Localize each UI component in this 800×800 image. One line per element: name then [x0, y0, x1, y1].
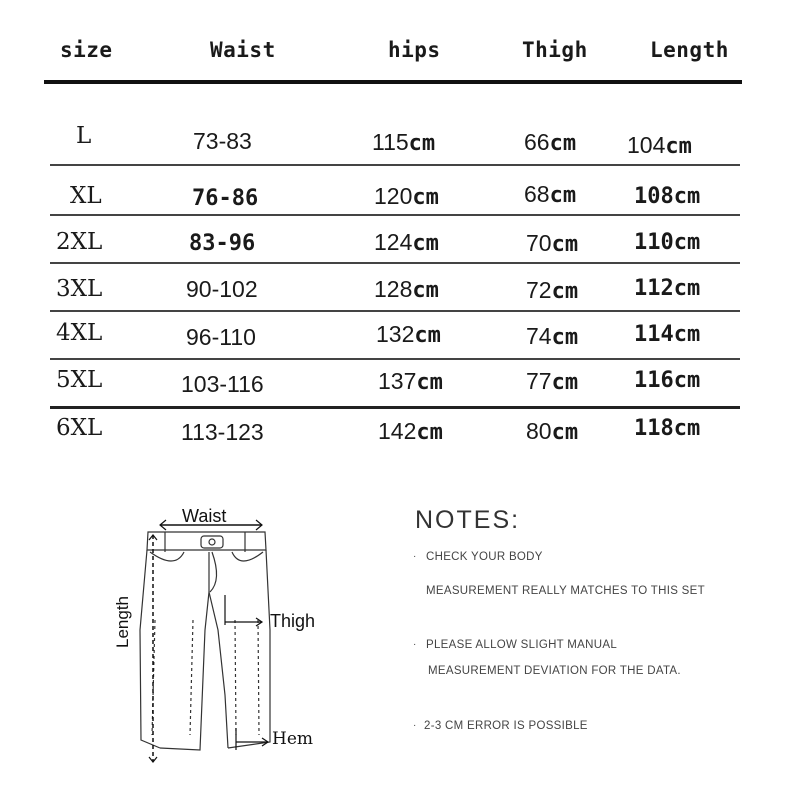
- thigh-cell: 74cm: [526, 323, 579, 350]
- note-line: CHECK YOUR BODY: [426, 551, 543, 563]
- waist-cell: 83-96: [189, 231, 256, 256]
- note-line: MEASUREMENT REALLY MATCHES TO THIS SET: [426, 585, 705, 597]
- length-cell: 114cm: [634, 322, 701, 347]
- note-line: PLEASE ALLOW SLIGHT MANUAL: [426, 639, 618, 651]
- hips-cell: 132cm: [376, 321, 441, 348]
- unit-label: cm: [551, 420, 579, 445]
- header-thigh: Thigh: [522, 38, 588, 62]
- size-cell: 5XL: [56, 367, 103, 393]
- length-cell: 110cm: [634, 230, 701, 255]
- length-label: Length: [113, 596, 132, 648]
- unit-label: cm: [673, 230, 701, 255]
- bullet-icon: ·: [413, 551, 417, 562]
- pants-illustration: [0, 480, 400, 800]
- unit-label: cm: [412, 185, 439, 210]
- unit-label: cm: [414, 323, 441, 348]
- unit-label: cm: [673, 322, 701, 347]
- row-divider: [50, 214, 740, 216]
- thigh-cell: 66cm: [524, 129, 577, 156]
- waist-cell: 76-86: [192, 186, 259, 211]
- hips-cell: 120cm: [374, 183, 439, 210]
- waist-label: Waist: [182, 506, 227, 526]
- unit-label: cm: [416, 420, 443, 445]
- length-cell: 112cm: [634, 276, 701, 301]
- row-divider: [50, 310, 740, 312]
- length-cell: 108cm: [634, 184, 701, 209]
- thigh-cell: 70cm: [526, 230, 579, 257]
- unit-label: cm: [408, 131, 436, 156]
- header-divider: [44, 80, 742, 84]
- unit-label: cm: [673, 276, 701, 301]
- row-divider: [50, 358, 740, 360]
- thigh-label: Thigh: [270, 611, 316, 631]
- unit-label: cm: [673, 368, 701, 393]
- unit-label: cm: [551, 370, 579, 395]
- thigh-cell: 77cm: [526, 368, 579, 395]
- length-cell: 104cm: [627, 132, 692, 159]
- unit-label: cm: [673, 416, 701, 441]
- waist-cell: 96-110: [186, 324, 256, 350]
- waist-cell: 113-123: [181, 419, 264, 445]
- waist-cell: 73-83: [193, 128, 252, 154]
- hips-cell: 142cm: [378, 418, 443, 445]
- pants-measurement-diagram: [0, 480, 400, 800]
- length-cell: 116cm: [634, 368, 701, 393]
- hips-cell: 128cm: [374, 276, 439, 303]
- unit-label: cm: [549, 131, 577, 156]
- unit-label: cm: [665, 134, 692, 159]
- note-line: 2-3 CM ERROR IS POSSIBLE: [424, 720, 588, 732]
- header-waist: Waist: [210, 38, 276, 62]
- header-size: size: [60, 38, 113, 62]
- row-divider: [50, 262, 740, 264]
- waist-cell: 103-116: [181, 371, 264, 397]
- thigh-cell: 72cm: [526, 277, 579, 304]
- hips-cell: 137cm: [378, 368, 443, 395]
- unit-label: cm: [412, 231, 439, 256]
- bullet-icon: ·: [413, 720, 417, 731]
- hem-label: Hem: [272, 729, 314, 749]
- size-cell: L: [76, 123, 92, 149]
- waist-cell: 90-102: [186, 276, 258, 302]
- unit-label: cm: [412, 278, 439, 303]
- note-line: MEASUREMENT DEVIATION FOR THE DATA.: [428, 665, 681, 677]
- size-cell: XL: [70, 183, 102, 209]
- thigh-cell: 68cm: [524, 181, 577, 208]
- header-hips: hips: [388, 38, 441, 62]
- hips-cell: 124cm: [374, 229, 439, 256]
- unit-label: cm: [551, 232, 579, 257]
- unit-label: cm: [673, 184, 701, 209]
- row-divider: [50, 164, 740, 166]
- length-cell: 118cm: [634, 416, 701, 441]
- bullet-icon: ·: [413, 639, 417, 650]
- size-cell: 4XL: [56, 320, 103, 346]
- unit-label: cm: [551, 279, 579, 304]
- row-divider: [50, 406, 740, 409]
- unit-label: cm: [549, 183, 577, 208]
- unit-label: cm: [416, 370, 443, 395]
- size-cell: 2XL: [56, 229, 103, 255]
- size-cell: 6XL: [56, 415, 103, 441]
- header-length: Length: [650, 38, 729, 62]
- thigh-cell: 80cm: [526, 418, 579, 445]
- unit-label: cm: [551, 325, 579, 350]
- hips-cell: 115cm: [372, 129, 436, 156]
- size-cell: 3XL: [56, 276, 103, 302]
- notes-title: NOTES:: [415, 506, 521, 534]
